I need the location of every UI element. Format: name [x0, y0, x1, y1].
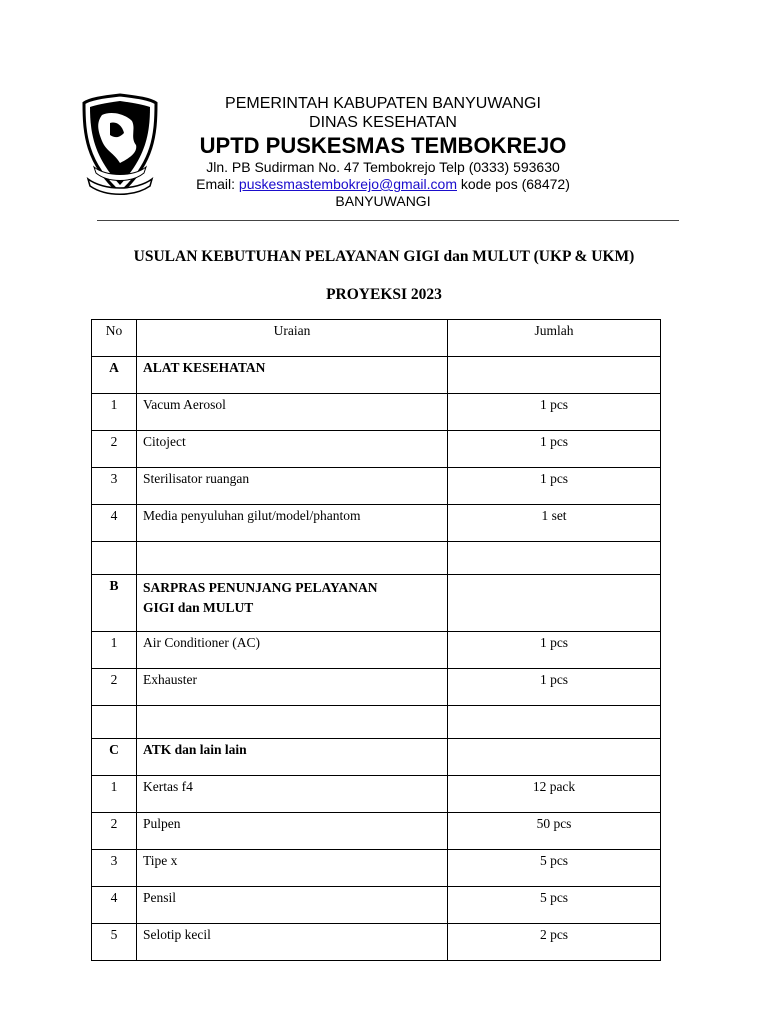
address-line: Jln. PB Sudirman No. 47 Tembokrejo Telp (0333) 593630: [206, 159, 560, 175]
row-jumlah: 1 pcs: [448, 632, 661, 669]
table-row: [92, 394, 661, 431]
row-uraian: Pensil: [137, 887, 448, 924]
header-divider: [97, 220, 679, 221]
row-no: 2: [92, 813, 137, 850]
section-row-a: [92, 357, 661, 394]
section-code: A: [92, 357, 137, 394]
table-row: [92, 505, 661, 542]
empty-cell: [92, 542, 137, 575]
section-code: C: [92, 739, 137, 776]
row-uraian: Vacum Aerosol: [137, 394, 448, 431]
row-jumlah: 1 set: [448, 505, 661, 542]
row-jumlah: 12 pack: [448, 776, 661, 813]
section-row-c: [92, 739, 661, 776]
empty-cell: [448, 739, 661, 776]
email-prefix: Email:: [196, 176, 239, 192]
document-subtitle: PROYEKSI 2023: [326, 286, 442, 303]
empty-cell: [448, 706, 661, 739]
row-uraian: Media penyuluhan gilut/model/phantom: [137, 505, 448, 542]
empty-cell: [137, 542, 448, 575]
empty-cell: [137, 706, 448, 739]
city-line: BANYUWANGI: [335, 193, 431, 209]
table-row: [92, 924, 661, 961]
table-row: [92, 776, 661, 813]
email-line: [100, 176, 666, 193]
row-no: 3: [92, 850, 137, 887]
section-name: [137, 575, 448, 632]
row-no: 3: [92, 468, 137, 505]
section-name-line1: SARPRAS PENUNJANG PELAYANAN: [143, 580, 378, 595]
email-link[interactable]: puskesmastembokrejo@gmail.com: [238, 176, 457, 192]
section-code: B: [92, 575, 137, 632]
row-uraian: Pulpen: [137, 813, 448, 850]
row-no: 2: [92, 431, 137, 468]
empty-cell: [448, 542, 661, 575]
row-jumlah: 1 pcs: [448, 468, 661, 505]
row-uraian: Sterilisator ruangan: [137, 468, 448, 505]
row-jumlah: 50 pcs: [448, 813, 661, 850]
row-uraian: Tipe x: [137, 850, 448, 887]
header-uraian: Uraian: [137, 320, 448, 357]
empty-cell: [92, 706, 137, 739]
government-name: PEMERINTAH KABUPATEN BANYUWANGI: [225, 95, 541, 112]
table-row: [92, 431, 661, 468]
document-title: USULAN KEBUTUHAN PELAYANAN GIGI dan MULUT (UKP & UKM): [133, 248, 635, 265]
letterhead: [100, 95, 666, 210]
table-header-row: [92, 320, 661, 357]
header-jumlah: Jumlah: [448, 320, 661, 357]
row-no: 1: [92, 632, 137, 669]
header-no: No: [92, 320, 137, 357]
row-jumlah: 1 pcs: [448, 431, 661, 468]
table-row: [92, 850, 661, 887]
row-no: 1: [92, 394, 137, 431]
blank-row: [92, 542, 661, 575]
institution-name: UPTD PUSKESMAS TEMBOKREJO: [199, 133, 567, 158]
row-no: 4: [92, 505, 137, 542]
row-no: 1: [92, 776, 137, 813]
row-jumlah: 5 pcs: [448, 887, 661, 924]
row-jumlah: 2 pcs: [448, 924, 661, 961]
empty-cell: [448, 357, 661, 394]
row-uraian: Citoject: [137, 431, 448, 468]
section-row-b: [92, 575, 661, 632]
section-name: ATK dan lain lain: [137, 739, 448, 776]
section-name-line2: GIGI dan MULUT: [143, 600, 254, 615]
row-no: 2: [92, 669, 137, 706]
empty-cell: [448, 575, 661, 632]
blank-row: [92, 706, 661, 739]
email-suffix: kode pos (68472): [457, 176, 570, 192]
row-uraian: Air Conditioner (AC): [137, 632, 448, 669]
row-jumlah: 5 pcs: [448, 850, 661, 887]
section-name: ALAT KESEHATAN: [137, 357, 448, 394]
row-jumlah: 1 pcs: [448, 394, 661, 431]
table-row: [92, 887, 661, 924]
row-uraian: Selotip kecil: [137, 924, 448, 961]
table-row: [92, 669, 661, 706]
table-row: [92, 632, 661, 669]
table-row: [92, 468, 661, 505]
row-jumlah: 1 pcs: [448, 669, 661, 706]
row-uraian: Exhauster: [137, 669, 448, 706]
row-no: 4: [92, 887, 137, 924]
row-uraian: Kertas f4: [137, 776, 448, 813]
row-no: 5: [92, 924, 137, 961]
needs-table: [91, 319, 661, 961]
department-name: DINAS KESEHATAN: [309, 114, 457, 131]
table-row: [92, 813, 661, 850]
